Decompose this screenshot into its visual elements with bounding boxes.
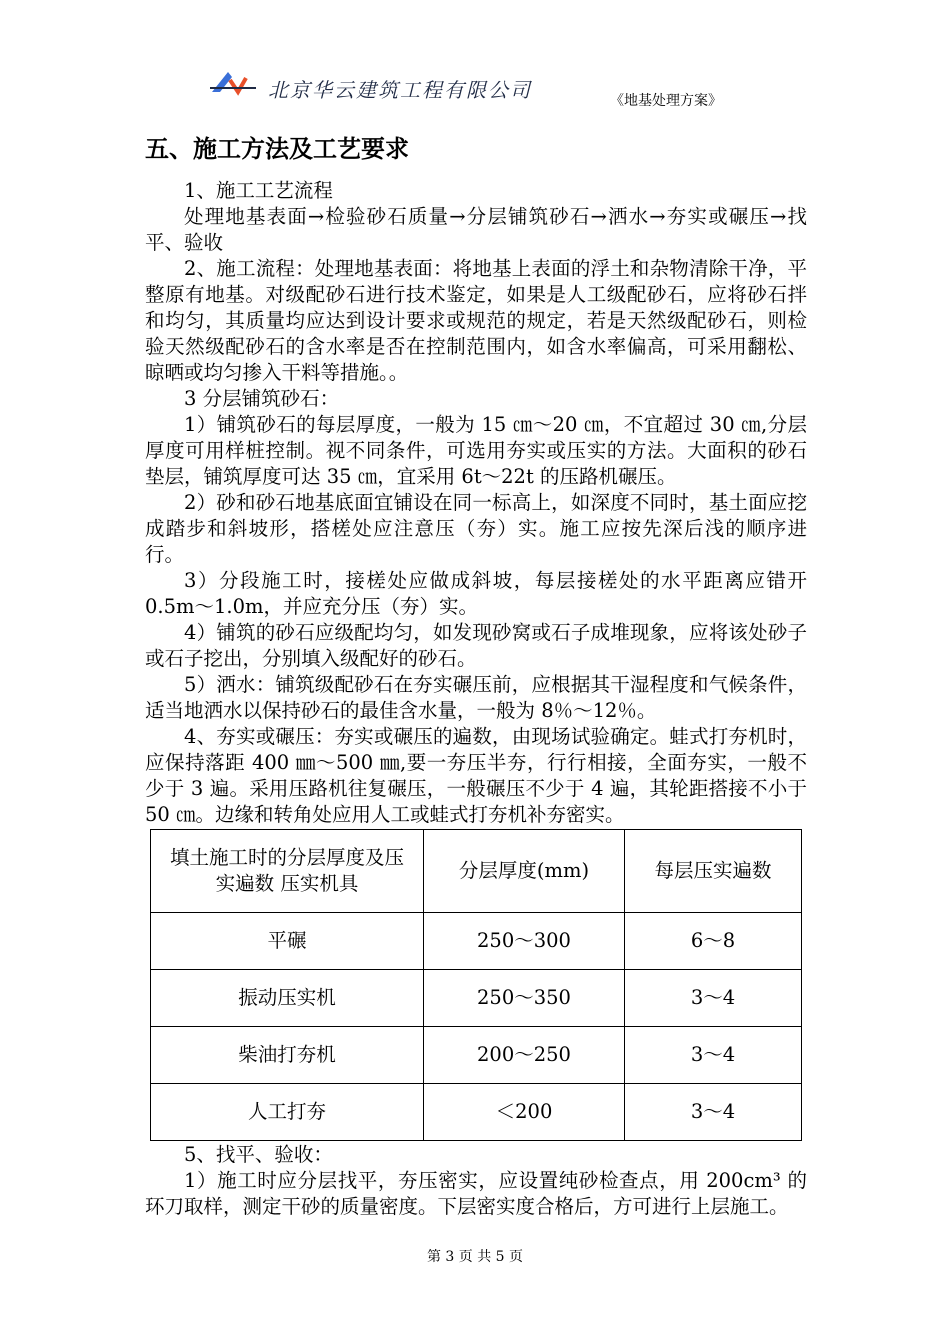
page-header: [0, 0, 950, 120]
table-header-cell: 填土施工时的分层厚度及压实遍数 压实机具: [151, 830, 424, 913]
company-logo-icon: [208, 66, 258, 106]
table-cell: 3～4: [625, 970, 802, 1027]
paragraph: 1）施工时应分层找平，夯压密实，应设置纯砂检查点，用 200cm³ 的环刀取样，测定干砂的质量密度。下层密实度合格后，方可进行上层施工。: [145, 1169, 807, 1218]
table-cell: 3～4: [625, 1027, 802, 1084]
table-row: [151, 970, 802, 1027]
table-cell: 6～8: [625, 913, 802, 970]
table-cell: 3～4: [625, 1084, 802, 1141]
paragraph: 2、施工流程：处理地基表面：将地基上表面的浮土和杂物清除干净，平整原有地基。对级配砂石进行技术鉴定，如果是人工级配砂石，应将砂石拌和均匀，其质量均应达到设计要求或规范的规定，若是天然级配砂石，则检验天然级配砂石的含水率是否在控制范围内，如含水率偏高，可采用翻松、晾晒或均匀掺入干料等措施。。: [145, 257, 807, 384]
paragraph: 3 分层铺筑砂石：: [184, 387, 340, 410]
table-cell: 振动压实机: [151, 970, 424, 1027]
compaction-table: [150, 829, 802, 1141]
paragraph: 5、找平、验收：: [184, 1143, 333, 1166]
page-footer: 第 3 页 共 5 页: [426, 1249, 524, 1265]
section-heading: 五、施工方法及工艺要求: [145, 134, 409, 163]
paragraph: 1、施工工艺流程: [184, 179, 333, 202]
paragraph: 4）铺筑的砂石应级配均匀，如发现砂窝或石子成堆现象，应将该处砂子或石子挖出，分别填入级配好的砂石。: [145, 621, 807, 670]
paragraph: 5）洒水：铺筑级配砂石在夯实碾压前，应根据其干湿程度和气候条件，适当地洒水以保持砂石的最佳含水量，一般为 8％～12％。: [145, 673, 807, 722]
document-title: 《地基处理方案》: [610, 93, 722, 109]
table-header-row: [151, 830, 802, 913]
paragraph: 2）砂和砂石地基底面宜铺设在同一标高上，如深度不同时，基土面应挖成踏步和斜坡形，搭槎处应注意压（夯）实。施工应按先深后浅的顺序进行。: [145, 491, 807, 566]
table-cell: 200～250: [424, 1027, 625, 1084]
table-cell: 平碾: [151, 913, 424, 970]
paragraph: 1）铺筑砂石的每层厚度，一般为 15 ㎝～20 ㎝，不宜超过 30 ㎝,分层厚度可用样桩控制。视不同条件，可选用夯实或压实的方法。大面积的砂石垫层，铺筑厚度可达 35 ㎝，宜采用 6t～22t 的压路机碾压。: [145, 413, 807, 488]
table-header-cell: 分层厚度(mm): [424, 830, 625, 913]
table-cell: 柴油打夯机: [151, 1027, 424, 1084]
table-header-cell: 每层压实遍数: [625, 830, 802, 913]
table-cell: 250～350: [424, 970, 625, 1027]
table-cell: 人工打夯: [151, 1084, 424, 1141]
paragraph: 4、夯实或碾压：夯实或碾压的遍数，由现场试验确定。蛙式打夯机时，应保持落距 400 ㎜～500 ㎜,要一夯压半夯，行行相接，全面夯实，一般不少于 3 遍。采用压路机往复碾压，一般碾压不少于 4 遍，其轮距搭接不小于 50 ㎝。边缘和转角处应用人工或蛙式打夯机补夯密实。: [145, 725, 807, 826]
company-name: 北京华云建筑工程有限公司: [268, 78, 532, 102]
main-content: [145, 130, 807, 1220]
table-row: [151, 1084, 802, 1141]
table-row: [151, 913, 802, 970]
paragraph: 3）分段施工时，接槎处应做成斜坡，每层接槎处的水平距离应错开 0.5m～1.0m，并应充分压（夯）实。: [145, 569, 807, 618]
table-cell: ＜200: [424, 1084, 625, 1141]
process-flow: 处理地基表面→检验砂石质量→分层铺筑砂石→洒水→夯实或碾压→找平、验收: [145, 205, 807, 254]
table-row: [151, 1027, 802, 1084]
table-cell: 250～300: [424, 913, 625, 970]
